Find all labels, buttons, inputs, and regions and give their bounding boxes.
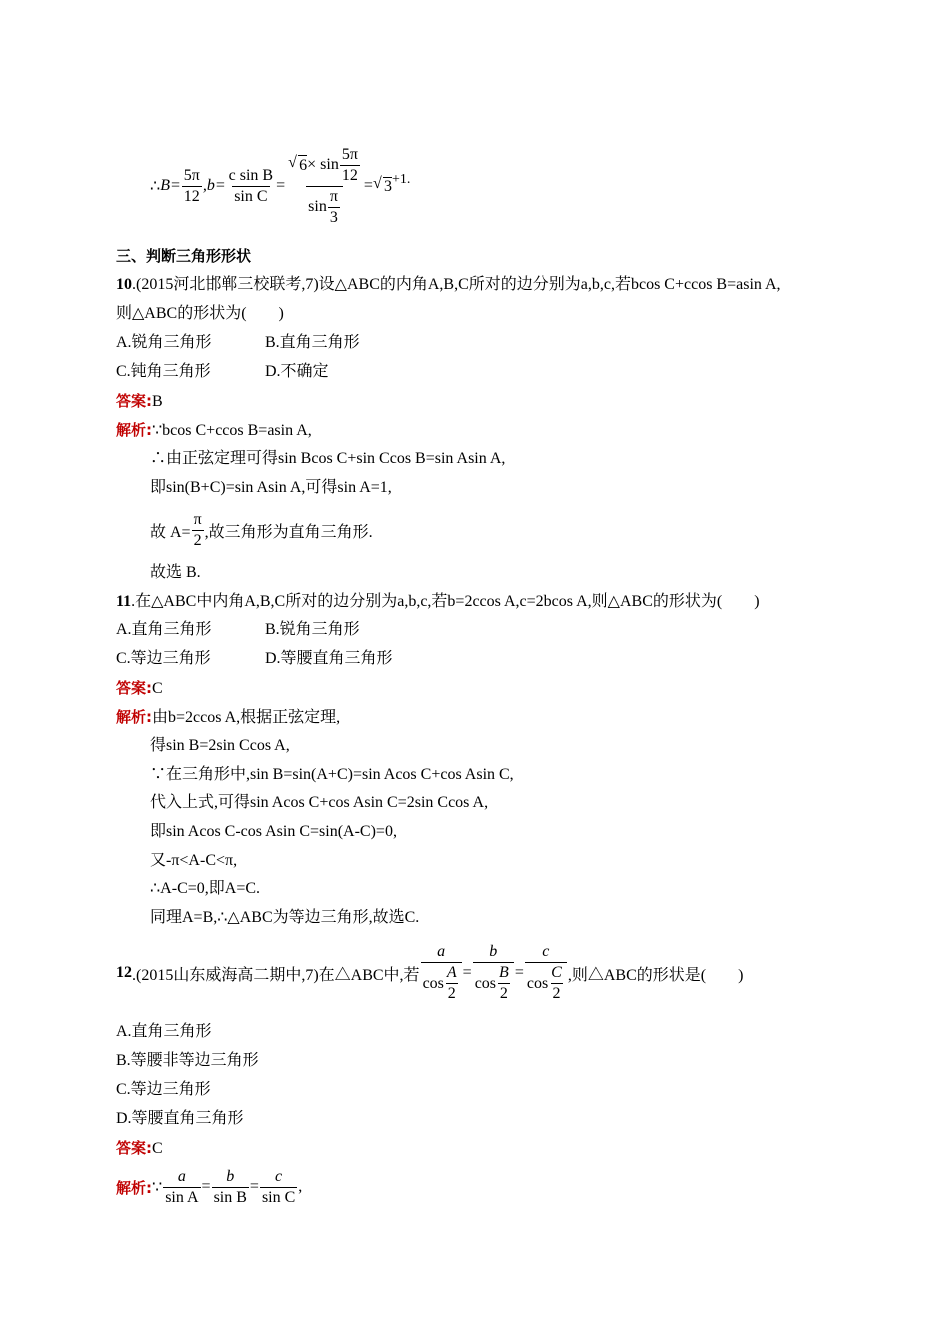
q11-analysis-8: 同理A=B,∴△ABC为等边三角形,故选C. [150, 909, 420, 926]
q11-answer: 答案:C [116, 679, 163, 697]
fraction-a-sinA: $\frac{a}{\text{sin A}}$ [165, 1167, 199, 1206]
fraction-pi-2: $\frac{\pi}{2}$ [193, 510, 202, 549]
q11-option-c: C.等边三角形 [116, 650, 211, 667]
q12-answer: 答案:C [116, 1139, 163, 1157]
fraction-csinB-sinC: $\frac{\text{c sin B}}{\text{sin C}}$ [228, 166, 274, 205]
q10-option-b: B.直角三角形 [265, 334, 360, 351]
q12-option-b: B.等腰非等边三角形 [116, 1052, 259, 1069]
q12-option-c: C.等边三角形 [116, 1081, 211, 1098]
q10-analysis-5: 故选 B. [150, 564, 201, 581]
q11-analysis-2: 得sin B=2sin Ccos A, [150, 737, 290, 754]
q10-stem-line1: 10.(2015河北邯郸三校联考,7)设△ABC的内角A,B,C所对的边分别为a,b,c,若bcos C+ccos B=asin A, [116, 276, 781, 293]
q11-stem: 11.在△ABC中内角A,B,C所对的边分别为a,b,c,若b=2ccos A,c=2bcos A,则△ABC的形状为( ) [116, 593, 760, 610]
q10-answer: 答案:B [116, 392, 163, 410]
q10-analysis-2: ∴由正弦定理可得sin Bcos C+sin Ccos B=sin Asin A, [150, 450, 506, 467]
fraction-b-cosB2: b cos $\frac{B}{2}$ [473, 942, 514, 1004]
fraction-big: √ 6 × sin $\frac{5\pi}{12}$ sin $\frac{\pi}{3}$ [286, 145, 363, 228]
q10-option-a: A.锐角三角形 [116, 334, 212, 351]
q11-option-b: B.锐角三角形 [265, 621, 360, 638]
fraction-a-cosA2: a cos $\frac{A}{2}$ [421, 942, 462, 1004]
fraction-b-sinB: $\frac{b}{\text{sin B}}$ [213, 1167, 247, 1206]
q11-option-a: A.直角三角形 [116, 621, 212, 638]
q12-stem: 12 .(2015山东威海高二期中,7)在△ABC中,若 a cos $\frac{A}{2}$ = b cos $\frac{B}{2}$ = c cos $\frac{C}{2}$ ,则△ABC的形状是( ) [116, 943, 744, 1002]
q11-analysis-6: 又-π<A-C<π, [150, 852, 238, 869]
q12-option-a: A.直角三角形 [116, 1023, 212, 1040]
q11-analysis-5: 即sin Acos C-cos Asin C=sin(A-C)=0, [150, 823, 397, 840]
top-formula: ∴ B= $\frac{5\pi}{12}$ ,b= $\frac{\text{c sin B}}{\text{sin C}}$ = √ 6 × sin $\frac{5\pi}{12}$ sin $\frac{\pi}{3}$ = √ 3 +1. [150, 140, 410, 232]
q12-option-d: D.等腰直角三角形 [116, 1110, 244, 1127]
q10-option-d: D.不确定 [265, 363, 329, 380]
sqrt-6: √ 6 [298, 155, 307, 176]
sqrt-3: √ 3 [383, 177, 392, 196]
fraction-c-sinC: $\frac{c}{\text{sin C}}$ [261, 1167, 296, 1206]
q10-analysis-1: 解析:∵bcos C+ccos B=asin A, [116, 421, 312, 439]
section-heading: 三、判断三角形形状 [116, 247, 252, 265]
q10-analysis-4: 故 A= $\frac{\pi}{2}$ ,故三角形为直角三角形. [150, 510, 373, 549]
q11-option-d: D.等腰直角三角形 [265, 650, 393, 667]
fraction-5pi-12: $\frac{5\pi}{12}$ [183, 166, 200, 205]
q11-analysis-7: ∴A-C=0,即A=C. [150, 880, 261, 897]
q12-analysis-1: 解析: ∵ $\frac{a}{\text{sin A}}$ = $\frac{b}{\text{sin B}}$ = $\frac{c}{\text{sin C}}$ , [116, 1167, 303, 1206]
fraction-c-cosC2: c cos $\frac{C}{2}$ [525, 942, 567, 1004]
q10-stem-line2: 则△ABC的形状为( ) [116, 305, 284, 322]
q10-option-c: C.钝角三角形 [116, 363, 211, 380]
q11-analysis-1: 解析:由b=2ccos A,根据正弦定理, [116, 708, 341, 726]
q11-analysis-4: 代入上式,可得sin Acos C+cos Asin C=2sin Ccos A, [150, 794, 489, 811]
therefore-symbol: ∴ [150, 178, 161, 195]
q11-analysis-3: ∵在三角形中,sin B=sin(A+C)=sin Acos C+cos Asin C, [150, 766, 514, 783]
q10-analysis-3: 即sin(B+C)=sin Asin A,可得sin A=1, [150, 479, 392, 496]
